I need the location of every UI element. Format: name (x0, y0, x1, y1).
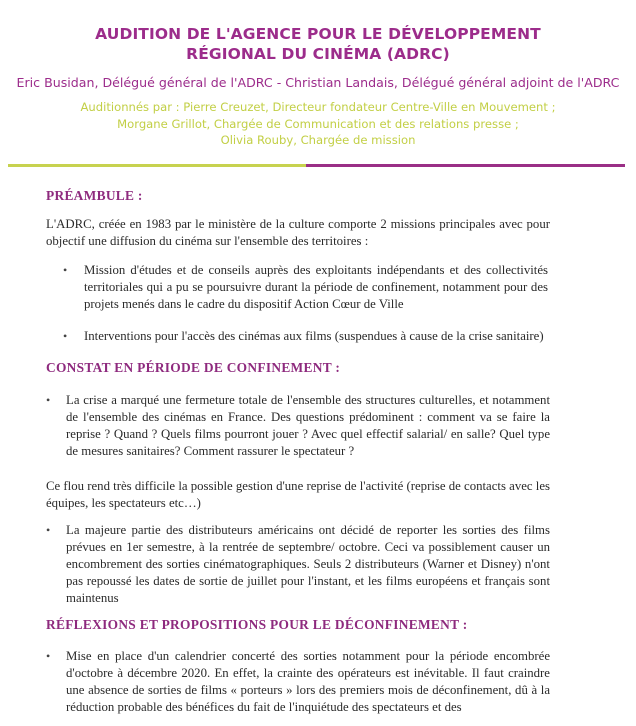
bullet-icon: • (63, 329, 68, 343)
list-item-text: La crise a marqué une fermeture totale de l'ensemble des structures culturelles, et notamment de l'ensemble des cinémas en France. Des questions prédominent : comment va se faire la reprise ? Quand ? Quels films pourront jouer ? Avec quel effectif salarial/ en salle? Quel type de mesures sanitaires? Comment rassurer le spectateur ? (66, 393, 550, 458)
section-heading-constat: CONSTAT EN PÉRIODE DE CONFINEMENT : (46, 360, 341, 375)
bullet-icon: • (46, 393, 51, 407)
divider-purple (306, 164, 625, 167)
divider-green (8, 164, 306, 167)
list-item-text: Mise en place d'un calendrier concerté des sorties notamment pour la période encombrée d'octobre à décembre 2020. En effet, la crainte des opérateurs est inévitable. Il faut craindre une absence de sorties de films « porteurs » lors des premiers mois de déconfinement, dû à la réduction probable des bénéfices du fait de l'inquiétude des spectateurs et des (66, 649, 550, 714)
speakers-line: Eric Busidan, Délégué général de l'ADRC - Christian Landais, Délégué général adjoint de l'ADRC (16, 75, 620, 90)
section-heading-reflexions: RÉFLEXIONS ET PROPOSITIONS POUR LE DÉCONFINEMENT : (46, 617, 468, 632)
document-title-line-1: AUDITION DE L'AGENCE POUR LE DÉVELOPPEMENT (95, 25, 541, 43)
bullet-icon: • (46, 523, 51, 537)
list-item-text: Mission d'études et de conseils auprès des exploitants indépendants et des collectivités territoriales qui a pu se poursuivre durant la période de confinement, notamment pour des projets menés dans le cadre du dispositif Action Cœur de Ville (84, 263, 548, 311)
bullet-icon: • (46, 649, 51, 663)
auditor-line: Olivia Rouby, Chargée de mission (220, 133, 416, 147)
auditor-line: Morgane Grillot, Chargée de Communication et des relations presse ; (117, 116, 519, 131)
section-heading-preambule: PRÉAMBULE : (46, 188, 143, 203)
bullet-icon: • (63, 263, 68, 277)
constat-paragraph: Ce flou rend très difficile la possible gestion d'une reprise de l'activité (reprise de contacts avec les équipes, les spectateurs etc…) (46, 479, 550, 510)
list-item-text: La majeure partie des distributeurs américains ont décidé de reporter les sorties des films prévues en 1er semestre, à la rentrée de septembre/ octobre. Ceci va possiblement causer un encombrement des sorties cinématographiques. Seuls 2 distributeurs (Warner et Disney) n'ont pas repoussé les dates de sortie de juillet pour l'instant, et les films européens et français sont maintenus (66, 523, 550, 605)
list-item-text: Interventions pour l'accès des cinémas aux films (suspendues à cause de la crise sanitaire) (84, 329, 544, 343)
auditor-line: Auditionnés par : Pierre Creuzet, Directeur fondateur Centre-Ville en Mouvement ; (80, 100, 556, 114)
preambule-intro: L'ADRC, créée en 1983 par le ministère de la culture comporte 2 missions principales avec pour objectif une diffusion du cinéma sur l'ensemble des territoires : (46, 217, 550, 248)
auditors-block (0, 99, 636, 149)
document-title-line-2: RÉGIONAL DU CINÉMA (ADRC) (186, 45, 450, 63)
